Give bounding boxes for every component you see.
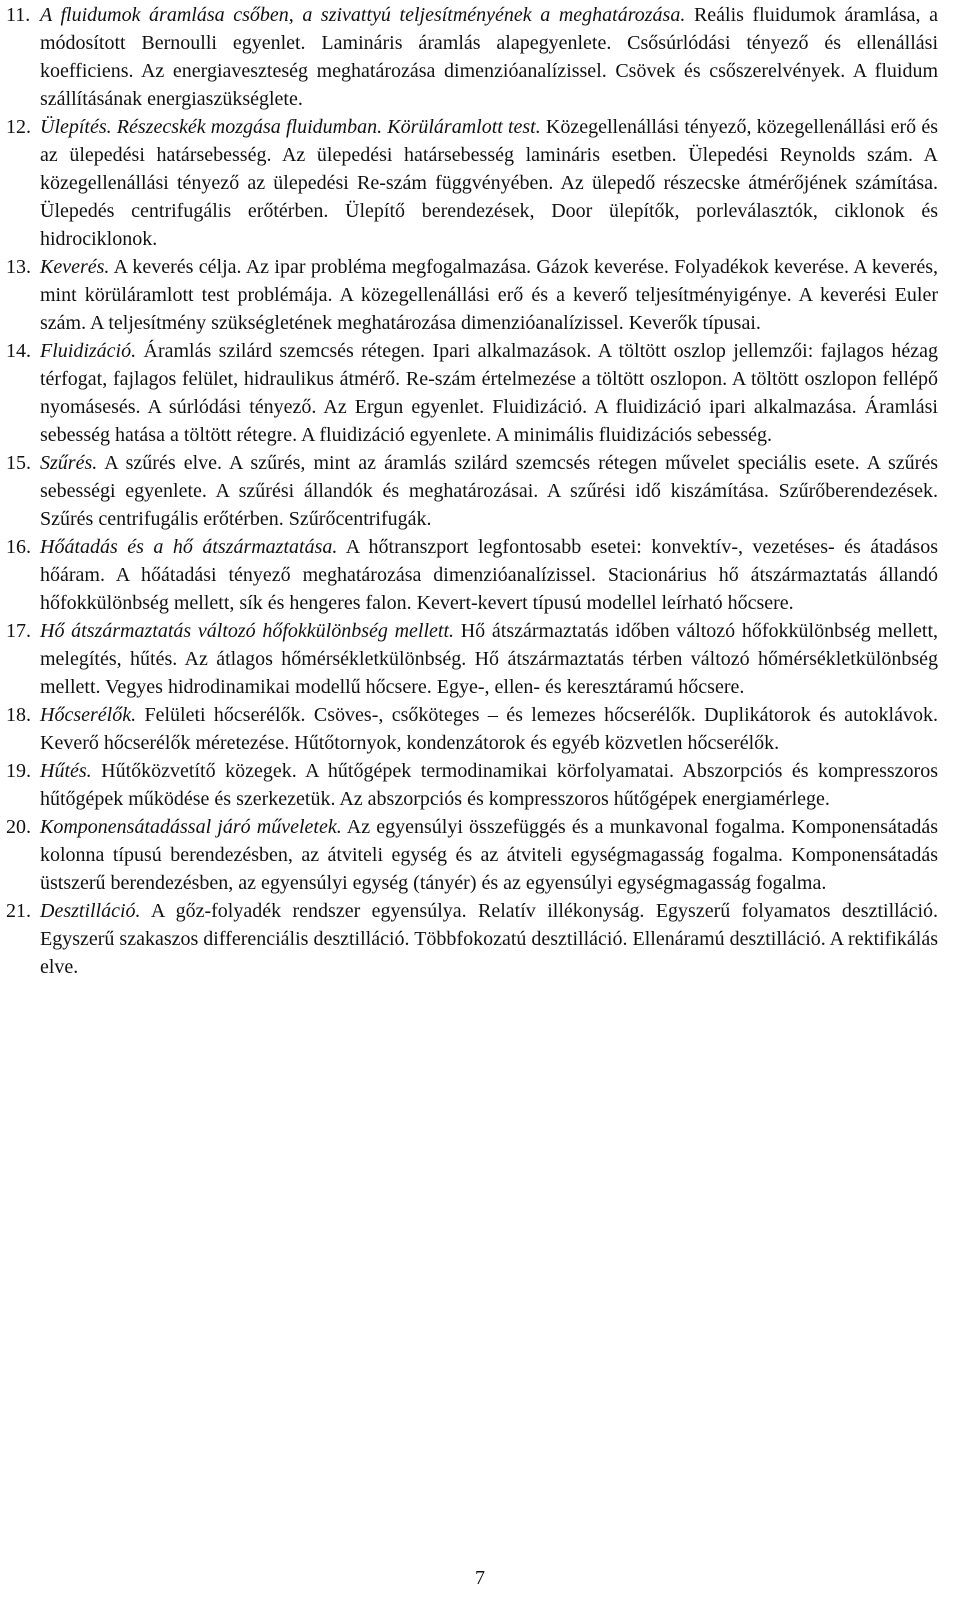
item-number: 18. (6, 704, 31, 726)
item-text: Felületi hőcserélők. Csöves-, csőköteges – és lemezes hőcserélők. Duplikátorok és autoklávok. Keverő hőcserélők méretezése. Hűtőtornyok, kondenzátorok és egyéb közvetlen hőcserélők. (40, 704, 938, 754)
item-number: 12. (6, 116, 31, 138)
item-body (40, 617, 938, 701)
item-body (40, 701, 938, 757)
item-text: Hő átszármaztatás időben változó hőfokkülönbség mellett, melegítés, hűtés. Az átlagos hőmérsékletkülönbség. Hő átszármaztatás térben változó hőmérsékletkülönbség mellett. Vegyes hidrodinamikai modellű hőcsere. Egye-, ellen- és keresztáramú hőcsere. (40, 620, 939, 698)
syllabus-list (6, 1, 938, 981)
item-body (40, 1, 938, 113)
item-title: Hűtés. (40, 760, 92, 782)
item-number: 17. (6, 620, 31, 642)
item-title: Fluidizáció. (40, 340, 137, 362)
item-title: Szűrés. (40, 452, 98, 474)
list-item (6, 449, 938, 533)
page-number: 7 (475, 1567, 485, 1589)
list-item (6, 253, 938, 337)
item-body (40, 113, 938, 253)
item-body (40, 757, 938, 813)
item-number: 19. (6, 760, 31, 782)
item-title: Hőátadás és a hő átszármaztatása. (40, 536, 338, 558)
list-item (6, 701, 938, 757)
item-title: Ülepítés. Részecskék mozgása fluidumban. Körüláramlott test. (40, 116, 541, 138)
item-number: 15. (6, 452, 31, 474)
list-item (6, 617, 938, 701)
item-number: 14. (6, 340, 31, 362)
item-body (40, 337, 938, 449)
list-item (6, 1, 938, 113)
item-body (40, 533, 938, 617)
item-text: Közegellenállási tényező, közegellenállási erő és az ülepedési határsebesség. Az ülepedési határsebesség lamináris esetben. Ülepedési Reynolds szám. A közegellenállási tényező az ülepedési Re-szám függvényében. Az ülepedő részecske átmérőjének számítása. Ülepedés centrifugális erőtérben. Ülepítő berendezések, Door ülepítők, porleválasztók, ciklonok és hidrociklonok. (40, 116, 938, 250)
item-text: A gőz-folyadék rendszer egyensúlya. Relatív illékonyság. Egyszerű folyamatos desztilláció. Egyszerű szakaszos differenciális desztilláció. Többfokozatú desztilláció. Ellenáramú desztilláció. A rektifikálás elve. (40, 900, 938, 978)
item-body (40, 253, 938, 337)
list-item (6, 813, 938, 897)
item-title: Desztilláció. (40, 900, 141, 922)
list-item (6, 533, 938, 617)
item-body (40, 897, 938, 981)
item-title: A fluidumok áramlása csőben, a szivattyú teljesítményének a meghatározása. (40, 4, 686, 26)
item-text: A hőtranszport legfontosabb esetei: konvektív-, vezetéses- és átadásos hőáram. A hőátadási tényező meghatározása dimenzióanalízissel. Stacionárius hő átszármaztatás állandó hőfokkülönbség mellett, sík és hengeres falon. Kevert-kevert típusú modellel leírható hőcsere. (40, 536, 938, 614)
list-item (6, 897, 938, 981)
item-title: Komponensátadással járó műveletek. (40, 816, 342, 838)
item-number: 20. (6, 816, 31, 838)
item-text: A keverés célja. Az ipar probléma megfogalmazása. Gázok keverése. Folyadékok keverése. A keverés, mint körüláramlott test problémája. A közegellenállási erő és a keverő teljesítményigénye. A keverési Euler szám. A teljesítmény szükségletének meghatározása dimenzióanalízissel. Keverők típusai. (40, 256, 938, 334)
item-text: Reális fluidumok áramlása, a módosított Bernoulli egyenlet. Lamináris áramlás alapegyenlete. Csősúrlódási tényező és ellenállási koefficiens. Az energiaveszteség meghatározása dimenzióanalízissel. Csövek és csőszerelvények. A fluidum szállításának energiaszükséglete. (40, 4, 938, 110)
item-number: 21. (6, 900, 31, 922)
item-number: 13. (6, 256, 31, 278)
list-item (6, 113, 938, 253)
item-title: Hőcserélők. (40, 704, 137, 726)
list-item (6, 337, 938, 449)
item-number: 11. (6, 4, 31, 26)
item-text: Hűtőközvetítő közegek. A hűtőgépek termodinamikai körfolyamatai. Abszorpciós és kompresszoros hűtőgépek működése és szerkezetük. Az abszorpciós és kompresszoros hűtőgépek energiamérlege. (40, 760, 938, 810)
item-title: Hő átszármaztatás változó hőfokkülönbség mellett. (40, 620, 455, 642)
item-text: Áramlás szilárd szemcsés rétegen. Ipari alkalmazások. A töltött oszlop jellemzői: fajlagos hézag térfogat, fajlagos felület, hidraulikus átmérő. Re-szám értelmezése a töltött oszlopon. A töltött oszlopon fellépő nyomásesés. A súrlódási tényező. Az Ergun egyenlet. Fluidizáció. A fluidizáció ipari alkalmazása. Áramlási sebesség hatása a töltött rétegre. A fluidizáció egyenlete. A minimális fluidizációs sebesség. (40, 340, 938, 446)
item-text: A szűrés elve. A szűrés, mint az áramlás szilárd szemcsés rétegen művelet speciális esete. A szűrés sebességi egyenlete. A szűrési állandók és meghatározásai. A szűrési idő kiszámítása. Szűrőberendezések. Szűrés centrifugális erőtérben. Szűrőcentrifugák. (40, 452, 938, 530)
item-body (40, 813, 938, 897)
item-text: Az egyensúlyi összefüggés és a munkavonal fogalma. Komponensátadás kolonna típusú berendezésben, az átviteli egység és az átviteli egységmagasság fogalma. Komponensátadás üstszerű berendezésben, az egyensúlyi egység (tányér) és az egyensúlyi egységmagasság fogalma. (40, 816, 939, 894)
item-number: 16. (6, 536, 31, 558)
item-title: Keverés. (40, 256, 110, 278)
list-item (6, 757, 938, 813)
item-body (40, 449, 938, 533)
